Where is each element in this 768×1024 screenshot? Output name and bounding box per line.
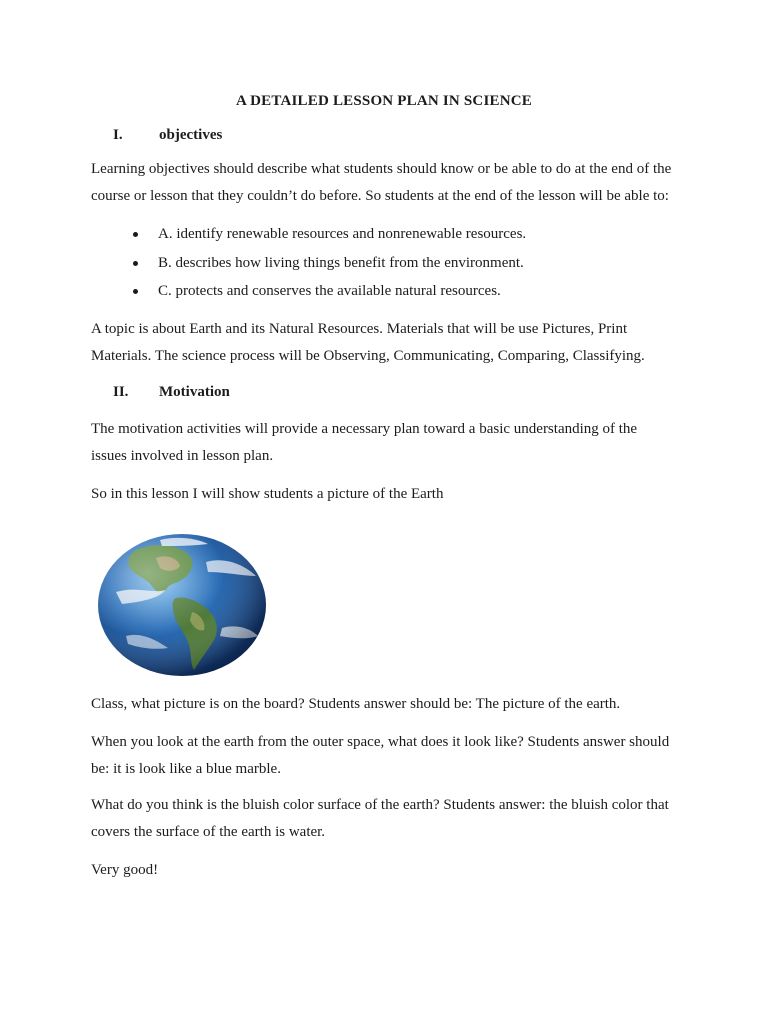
bullet-icon: [133, 261, 138, 266]
section-title: objectives: [159, 127, 223, 143]
topic-paragraph: [91, 316, 691, 370]
show-picture-line: So in this lesson I will show students a picture of the Earth: [91, 486, 444, 502]
document-title: A DETAILED LESSON PLAN IN SCIENCE: [236, 93, 532, 109]
text-line: Learning objectives should describe what students should know or be able to do at the end of the: [91, 161, 672, 177]
list-item-text: C. protects and conserves the available natural resources.: [158, 283, 501, 299]
list-item: [131, 280, 526, 309]
section-heading-motivation: [113, 384, 230, 401]
text-line: Class, what picture is on the board? Students answer should be: The picture of the earth.: [91, 696, 621, 712]
closing-line: Very good!: [91, 862, 159, 878]
qa-paragraph-1: [91, 691, 691, 718]
objectives-list: [131, 223, 526, 309]
earth-globe-icon: [96, 532, 268, 678]
text-line: Materials. The science process will be Observing, Communicating, Comparing, Classifying.: [91, 348, 645, 364]
list-item: [131, 252, 526, 281]
text-line: covers the surface of the earth is water.: [91, 824, 326, 840]
text-line: The motivation activities will provide a necessary plan toward a basic understanding of the: [91, 421, 638, 437]
section-heading-objectives: [113, 127, 222, 144]
list-item-text: B. describes how living things benefit from the environment.: [158, 254, 524, 271]
section-number: I.: [113, 127, 123, 143]
text-line: be: it is look like a blue marble.: [91, 761, 281, 777]
section-title: Motivation: [159, 384, 230, 400]
section-number: II.: [113, 384, 129, 400]
objectives-intro-paragraph: [91, 156, 691, 210]
text-line: issues involved in lesson plan.: [91, 448, 274, 464]
text-line: A topic is about Earth and its Natural Resources. Materials that will be use Pictures, Print: [91, 321, 628, 337]
text-line: What do you think is the bluish color surface of the earth? Students answer: the bluish color that: [91, 797, 669, 813]
bullet-icon: [133, 232, 138, 237]
list-item-text: A. identify renewable resources and nonrenewable resources.: [158, 226, 527, 242]
bullet-icon: [133, 289, 138, 294]
qa-paragraph-3: [91, 792, 691, 846]
motivation-paragraph: [91, 416, 691, 470]
text-line: course or lesson that they couldn’t do before. So students at the end of the lesson will be able to:: [91, 188, 669, 204]
qa-paragraph-2: [91, 729, 691, 783]
text-line: When you look at the earth from the outer space, what does it look like? Students answer should: [91, 734, 670, 750]
list-item: [131, 223, 526, 252]
